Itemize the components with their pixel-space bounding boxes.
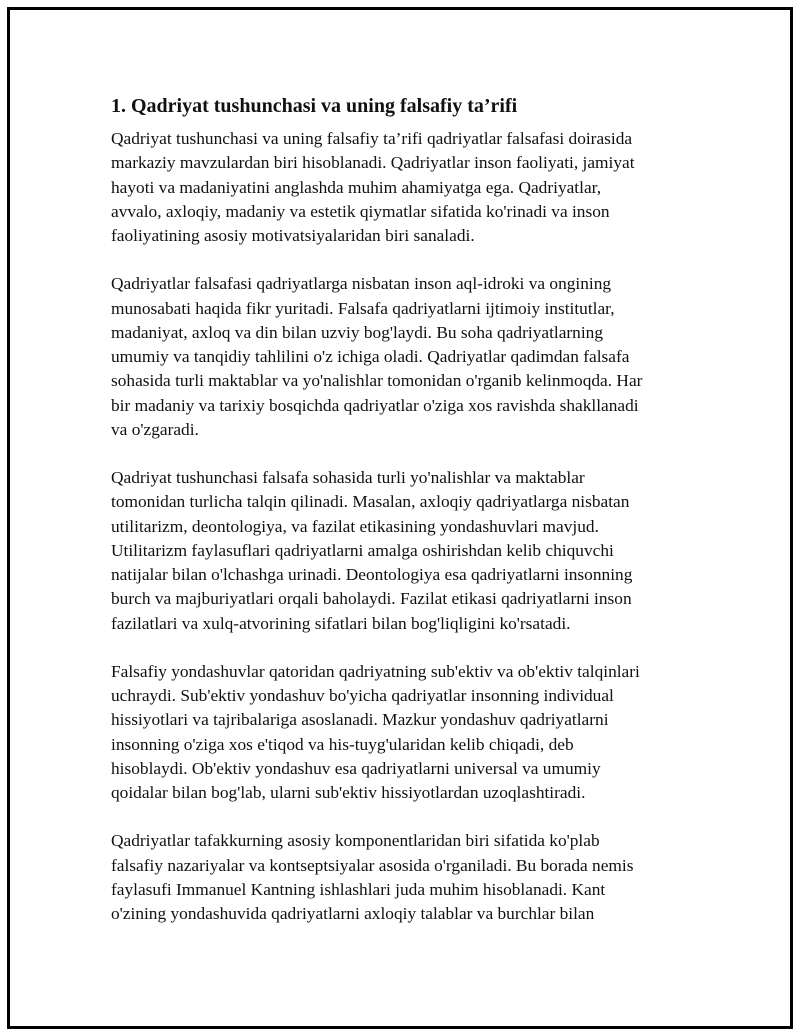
paragraph-line: markaziy mavzulardan biri hisoblanadi. Qadriyatlar inson faoliyati, jamiyat xyxy=(111,153,635,173)
paragraph-line: sohasida turli maktablar va yo'nalishlar tomonidan o'rganib kelinmoqda. Har xyxy=(111,371,643,391)
paragraph-4 xyxy=(111,660,683,806)
paragraph-line: Qadriyat tushunchasi va uning falsafiy ta’rifi qadriyatlar falsafasi doirasida xyxy=(111,129,633,148)
paragraph-line: faoliyatining asosiy motivatsiyalaridan biri sanaladi. xyxy=(111,226,475,245)
paragraph-line: utilitarizm, deontologiya, va fazilat etikasining yondashuvlari mavjud. xyxy=(111,516,599,536)
paragraph-line: Qadriyatlar falsafasi qadriyatlarga nisbatan inson aql-idroki va ongining xyxy=(111,274,612,294)
paragraph-line: hayoti va madaniyatini anglashda muhim ahamiyatga ega. Qadriyatlar, xyxy=(111,177,602,197)
paragraph-line: madaniyat, axloq va din bilan uzviy bog'laydi. Bu soha qadriyatlarning xyxy=(111,322,604,342)
paragraph-1 xyxy=(111,127,683,248)
document-body xyxy=(111,92,683,926)
paragraph-line: avvalo, axloqiy, madaniy va estetik qiymatlar sifatida ko'rinadi va inson xyxy=(111,201,610,221)
paragraph-line: natijalar bilan o'lchashga urinadi. Deontologiya esa qadriyatlarni insonning xyxy=(111,565,633,584)
paragraph-line: bir madaniy va tarixiy bosqichda qadriyatlar o'ziga xos ravishda shakllanadi xyxy=(111,395,639,415)
paragraph-5 xyxy=(111,829,683,926)
paragraph-line: Qadriyatlar tafakkurning asosiy komponentlaridan biri sifatida ko'plab xyxy=(111,831,600,851)
paragraph-line: o'zining yondashuvida qadriyatlarni axloqiy talablar va burchlar bilan xyxy=(111,904,595,923)
paragraph-2 xyxy=(111,272,683,442)
paragraph-line: insonning o'ziga xos e'tiqod va his-tuyg'ularidan kelib chiqadi, deb xyxy=(111,734,574,754)
paragraph-3 xyxy=(111,466,683,636)
paragraph-line: umumiy va tanqidiy tahlilini o'z ichiga oladi. Qadriyatlar qadimdan falsafa xyxy=(111,347,630,366)
paragraph-line: munosabati haqida fikr yuritadi. Falsafa qadriyatlarni ijtimoiy institutlar, xyxy=(111,298,615,318)
paragraph-line: uchraydi. Sub'ektiv yondashuv bo'yicha qadriyatlar insonning individual xyxy=(111,686,614,705)
paragraph-line: tomonidan turlicha talqin qilinadi. Masalan, axloqiy qadriyatlarga nisbatan xyxy=(111,492,630,512)
paragraph-line: va o'zgaradi. xyxy=(111,419,199,439)
paragraph-line: falsafiy nazariyalar va kontseptsiyalar asosida o'rganiladi. Bu borada nemis xyxy=(111,855,634,875)
paragraph-line: Utilitarizm faylasuflari qadriyatlarni amalga oshirishdan kelib chiquvchi xyxy=(111,540,614,560)
section-heading: 1. Qadriyat tushunchasi va uning falsafiy ta’rifi xyxy=(111,95,518,117)
paragraph-line: faylasufi Immanuel Kantning ishlashlari juda muhim hisoblanadi. Kant xyxy=(111,879,606,899)
paragraph-line: fazilatlari va xulq-atvorining sifatlari bilan bog'liqligini ko'rsatadi. xyxy=(111,613,571,633)
paragraph-line: qoidalar bilan bog'lab, ularni sub'ektiv hissiyotlardan uzoqlashtiradi. xyxy=(111,783,586,802)
paragraph-line: Qadriyat tushunchasi falsafa sohasida turli yo'nalishlar va maktablar xyxy=(111,468,585,487)
paragraph-line: Falsafiy yondashuvlar qatoridan qadriyatning sub'ektiv va ob'ektiv talqinlari xyxy=(111,661,640,681)
paragraph-line: hissiyotlari va tajribalariga asoslanadi. Mazkur yondashuv qadriyatlarni xyxy=(111,710,609,730)
paragraph-line: burch va majburiyatlari orqali baholaydi. Fazilat etikasi qadriyatlarni inson xyxy=(111,589,632,609)
paragraph-line: hisoblaydi. Ob'ektiv yondashuv esa qadriyatlarni universal va umumiy xyxy=(111,758,601,778)
